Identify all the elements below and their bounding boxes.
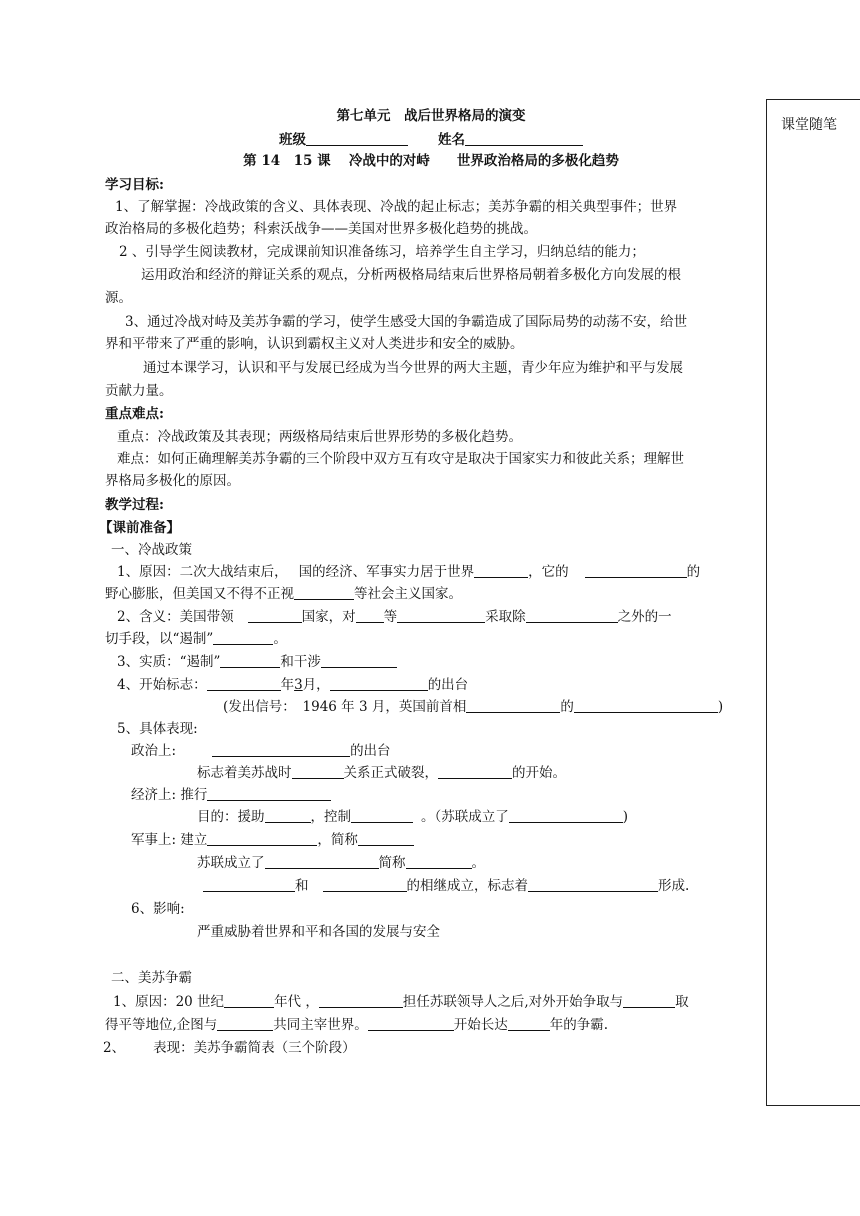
s2-item-2: 2、 表现：美苏争霸简表（三个阶段） <box>103 1040 356 1056</box>
difficult-point-line-2: 界格局多极化的原因。 <box>105 473 240 489</box>
military-row-3: 和 的相继成立，标志着 形成. <box>203 876 689 896</box>
blank[interactable] <box>574 698 718 713</box>
blank[interactable] <box>203 877 295 892</box>
blank[interactable] <box>528 877 658 892</box>
blank[interactable] <box>220 653 280 668</box>
blank[interactable] <box>358 831 414 846</box>
blank[interactable] <box>292 764 344 779</box>
blank[interactable] <box>265 808 311 823</box>
blank[interactable] <box>224 993 274 1008</box>
s1-item-1-line-1: 1、原因：二次大战结束后， 国的经济、军事实力居于世界 ，它的 的 <box>117 564 701 580</box>
blank[interactable] <box>321 653 397 668</box>
goal-4-line-2: 界和平带来了严重的影响，认识到霸权主义对人类进步和安全的威胁。 <box>105 336 524 352</box>
blank[interactable] <box>466 698 560 713</box>
prep-heading: 【课前准备】 <box>99 520 180 536</box>
blank[interactable] <box>319 993 403 1008</box>
goal-1-line-2: 政治格局的多极化趋势；科索沃战争——美国对世界多极化趋势的挑战。 <box>105 221 537 237</box>
blank[interactable] <box>323 877 407 892</box>
military-row: 军事上: 建立 ，简称 <box>131 830 414 850</box>
blank[interactable] <box>351 808 413 823</box>
blank[interactable] <box>526 608 618 623</box>
process-heading: 教学过程: <box>105 497 164 513</box>
blank[interactable] <box>212 742 350 757</box>
politics-row: 政治上: 的出台 <box>131 743 391 759</box>
politics-row-2: 标志着美苏战时 关系正式破裂， 的开始。 <box>197 765 566 781</box>
key-points-heading: 重点难点: <box>105 406 164 422</box>
blank[interactable] <box>397 608 485 623</box>
blank[interactable] <box>207 786 331 801</box>
s1-item-1-line-2: 野心膨胀，但美国又不得不正视 等社会主义国家。 <box>105 586 462 602</box>
s1-item-6-text: 严重威胁着世界和平和各国的发展与安全 <box>197 924 440 940</box>
s2-item-1-line-2: 得平等地位,企图与 共同主宰世界。 开始长达 年的争霸. <box>105 1017 609 1033</box>
class-blank[interactable] <box>306 131 408 146</box>
section-1-title: 一、冷战政策 <box>111 542 192 558</box>
section-2-title: 二、美苏争霸 <box>111 970 192 986</box>
goal-4-line-1: 3、通过冷战对峙及美苏争霸的学习，使学生感受大国的争霸造成了国际局势的动荡不安，给世 <box>125 314 688 330</box>
class-label: 班级 <box>279 132 306 148</box>
s1-item-2-line-2: 切手段，以“遏制” 。 <box>105 631 287 647</box>
blank[interactable] <box>265 854 379 869</box>
blank[interactable] <box>508 1016 550 1031</box>
blank[interactable] <box>356 608 384 623</box>
s1-item-2-line-1: 2、含义：美国带领 国家，对 等 采取除 之外的一 <box>117 609 672 625</box>
goal-3-line-2: 源。 <box>105 290 132 306</box>
blank[interactable] <box>585 563 687 578</box>
goal-5-line-1: 通过本课学习，认识和平与发展已经成为当今世界的两大主题，青少年应为维护和平与发展 <box>143 360 683 376</box>
lesson-title: 第 14 15 课 冷战中的对峙 世界政治格局的多极化趋势 <box>243 153 619 169</box>
goal-3-line-1: 运用政治和经济的辩证关系的观点，分析两极格局结束后世界格局朝着多极化方向发展的根 <box>141 267 681 283</box>
economy-row: 经济上: 推行 <box>131 785 331 805</box>
blank[interactable] <box>623 993 675 1008</box>
blank[interactable] <box>509 808 623 823</box>
name-label: 姓名 <box>438 132 465 148</box>
class-name-row <box>105 130 757 150</box>
goal-5-line-2: 贡献力量。 <box>105 383 173 399</box>
blank[interactable] <box>217 1016 273 1031</box>
s2-item-1-line-1: 1、原因：20 世纪 年代 ， 担任苏联领导人之后,对外开始争取与 取 <box>113 994 689 1010</box>
unit-title: 第七单元 战后世界格局的演变 <box>336 108 526 124</box>
blank[interactable] <box>438 764 512 779</box>
blank[interactable] <box>213 630 273 645</box>
blank[interactable] <box>248 608 302 623</box>
blank[interactable] <box>294 585 354 600</box>
notes-sidebar <box>766 99 860 1106</box>
blank[interactable] <box>207 831 317 846</box>
key-point: 重点：冷战政策及其表现；两级格局结束后世界形势的多极化趋势。 <box>117 429 522 445</box>
blank[interactable] <box>207 676 281 691</box>
goals-heading: 学习目标: <box>105 177 164 193</box>
goal-2: 2 、引导学生阅读教材，完成课前知识准备练习，培养学生自主学习，归纳总结的能力； <box>119 244 645 260</box>
economy-row-2: 目的：援助 ，控制 。（苏联成立了 ) <box>197 809 629 825</box>
s1-item-6: 6、影响: <box>131 901 185 917</box>
s1-item-4: 4、开始标志： 年3月， 的出台 <box>117 677 469 693</box>
notes-sidebar-label: 课堂随笔 <box>781 117 837 133</box>
difficult-point-line-1: 难点：如何正确理解美苏争霸的三个阶段中双方互有攻守是取决于国家实力和彼此关系；理解世 <box>117 451 684 467</box>
military-row-2: 苏联成立了 简称 。 <box>197 855 485 871</box>
name-blank[interactable] <box>465 131 583 146</box>
blank[interactable] <box>474 563 528 578</box>
s1-item-3: 3、实质：“遏制” 和干涉 <box>117 652 397 672</box>
s1-item-5: 5、具体表现: <box>117 721 198 737</box>
s1-item-4-note: (发出信号： 1946 年 3 月，英国前首相 的 ) <box>223 699 724 715</box>
blank[interactable] <box>368 1016 454 1031</box>
blank[interactable] <box>330 676 428 691</box>
blank[interactable] <box>406 854 472 869</box>
goal-1-line-1: 1、了解掌握：冷战政策的含义、具体表现、冷战的起止标志；美苏争霸的相关典型事件；世界 <box>115 199 678 215</box>
